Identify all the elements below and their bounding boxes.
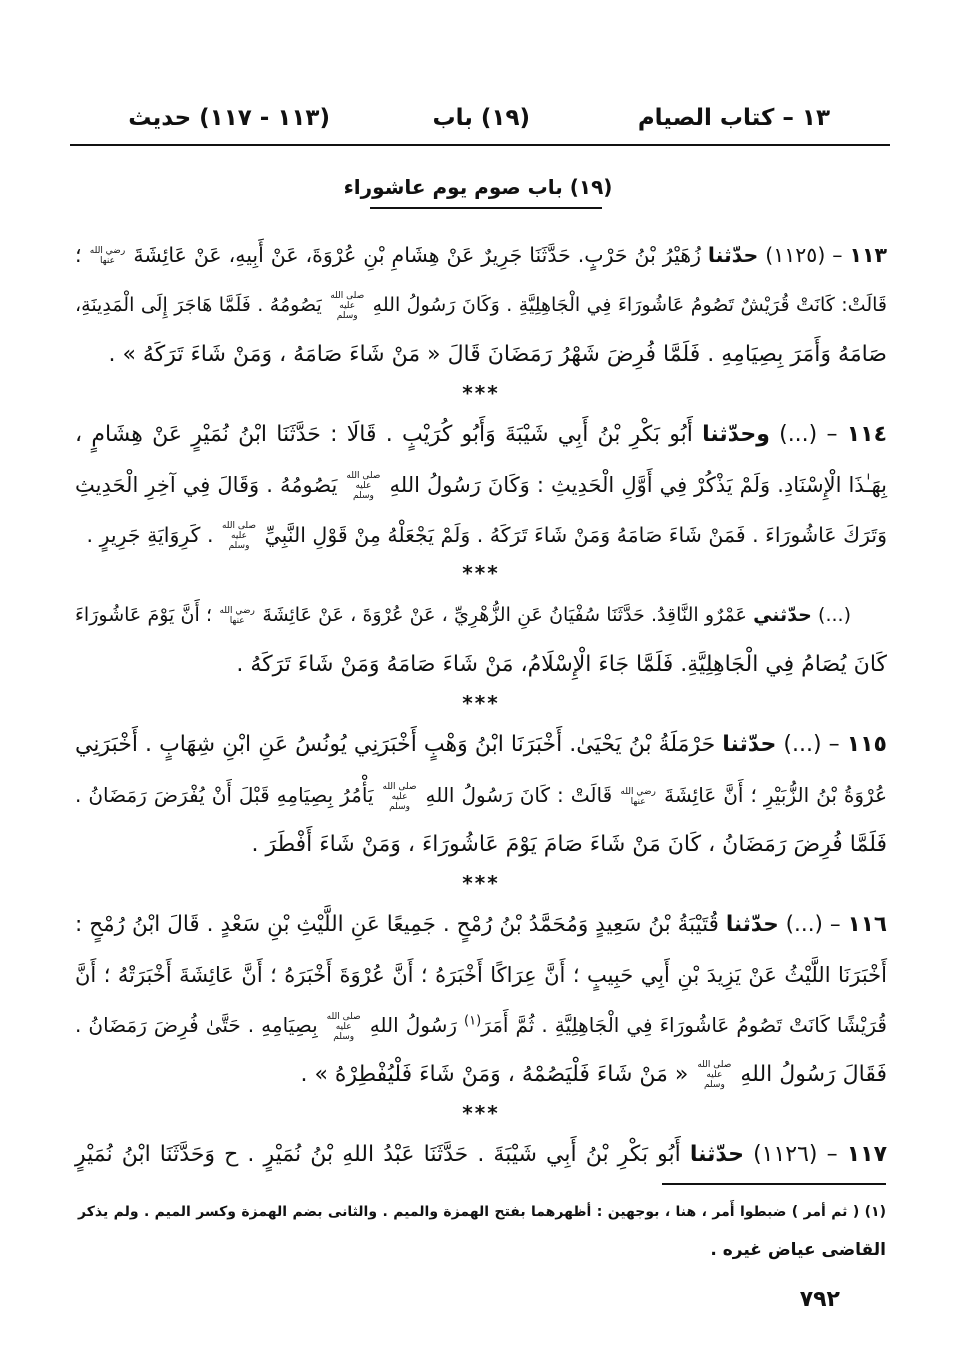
footnote-line: (١) ( ثم أمر ) ضبطوا أَمر ، هنا ، بوجهين : أظهرهما بفتح الهمزة والميم . والثانى بضم الهمزة وكسر الميم . ولم يذكر: [78, 1204, 886, 1220]
honorific-mark: رضي الله عنها: [620, 786, 656, 807]
footnote: [78, 1193, 886, 1269]
text-line: عُرْوَةُ بْنُ الزُّبَيْرِ ؛ أَنَّ عَائِشَةَ رضي الله عنها قَالَتْ : كَانَ رَسُولُ اللهِ صلى الله عليه وسلم يَأْمُرُ بِصِيَامِهِ قَبْلَ أَنْ يُفْرَضَ رَمَضَانُ .: [75, 781, 888, 812]
emphasis-text: ١١٤: [846, 422, 888, 447]
emphasis-text: وحدّثنا: [702, 422, 770, 447]
hadith-entry: [75, 410, 887, 560]
honorific-mark: صلى الله عليه وسلم: [382, 781, 417, 812]
running-header-chapter: ١٣ – كتاب الصيام: [637, 105, 830, 131]
honorific-mark: رضي الله عنها: [219, 605, 255, 626]
emphasis-text: حدّثنا: [725, 912, 779, 937]
honorific-mark: صلى الله عليه وسلم: [346, 471, 381, 501]
emphasis-text: ١١٥: [846, 732, 887, 757]
text-line: وَتَرَكَ عَاشُورَاءَ . فَمَنْ شَاءَ صَامَهُ وَمَنْ شَاءَ تَرَكَهُ . وَلَمْ يَجْعَلْهُ مِنْ قَوْلِ النَّبِيِّ صلى الله عليه وسلم . كَرِوَايَةِ جَرِيرٍ .: [86, 521, 887, 551]
text-line: ١١٤ – (...) وحدّثنا أَبُو بَكْرِ بْنُ أَبِي شَيْبَةَ وَأَبُو كُرَيْبٍ . قَالَا : حَدَّثَنَا ابْنُ نُمَيْرٍ عَنْ هِشَامٍ ،: [75, 422, 888, 447]
text-line: فَقَالَ رَسُولُ اللهِ صلى الله عليه وسلم « مَنْ شَاءَ فَلْيَصُمْهُ ، وَمَنْ شَاءَ فَلْيُفْطِرْهُ » .: [300, 1060, 887, 1090]
honorific-mark: رضي الله عنها: [89, 246, 126, 266]
hadith-entry: [75, 720, 887, 870]
section-separator: ***: [462, 381, 500, 405]
section-title: (١٩) باب صوم يوم عاشوراء: [343, 175, 613, 199]
emphasis-text: حدّثنا: [722, 732, 777, 757]
hadith-entry: [75, 590, 887, 690]
emphasis-text: ١١٦: [847, 912, 888, 937]
header-rule: [70, 144, 890, 146]
honorific-mark: صلى الله عليه وسلم: [697, 1060, 732, 1090]
running-header-hadith-range: (١١٣ - ١١٧) حديث: [128, 105, 330, 131]
hadith-body: [75, 230, 887, 1180]
title-underline: [370, 207, 602, 209]
hadith-entry: [75, 230, 887, 380]
text-line: ١١٣ – (١١٢٥) حدّثنا زُهَيْرُ بْنُ حَرْبٍ. حَدَّثَنَا جَرِيرٌ عَنْ هِشَامِ بْنِ عُرْوَةَ، عَنْ أَبِيهِ، عَنْ عَائِشَةَ رضي الله عنها ؛: [75, 243, 887, 267]
honorific-mark: صلى الله عليه وسلم: [330, 290, 365, 321]
section-separator: ***: [462, 561, 500, 585]
text-line: كَانَ يُصَامُ فِي الْجَاهِلِيَّةِ. فَلَمَّا جَاءَ الْإِسْلَامُ، مَنْ شَاءَ صَامَهُ وَمَنْ شَاءَ تَرَكَهُ .: [236, 652, 887, 677]
text-line: صَامَهُ وَأَمَرَ بِصِيَامِهِ . فَلَمَّا فُرِضَ شَهْرُ رَمَضَانَ قَالَ « مَنْ شَاءَ صَامَهُ ، وَمَنْ شَاءَ تَرَكَهُ » .: [108, 342, 887, 367]
text-line: ١١٦ – (...) حدّثنا قُتَيْبَةُ بْنُ سَعِيدٍ وَمُحَمَّدُ بْنُ رُمْحٍ . جَمِيعًا عَنِ اللَّيْثِ بْنِ سَعْدٍ . قَالَ ابْنُ رُمْحٍ :: [75, 912, 888, 937]
honorific-mark: صلى الله عليه وسلم: [221, 521, 257, 551]
text-line: ١١٥ – (...) حدّثنا حَرْمَلَةُ بْنُ يَحْيَىٰ. أَخْبَرَنَا ابْنُ وَهْبٍ أَخْبَرَنِي يُونُسُ عَنِ ابْنِ شِهَابٍ . أَخْبَرَنِي: [75, 732, 887, 757]
text-line: (...) حدّثني عَمْرٌو النَّاقِدُ. حَدَّثَنَا سُفْيَانُ عَنِ الزُّهْرِيِّ ، عَنْ عُرْوَةَ ، عَنْ عَائِشَةَ رضي الله عنها ؛ أَنَّ يَوْمَ عَاشُورَاءَ: [75, 604, 852, 626]
footnote-line: القاضى عياض غيره .: [710, 1240, 886, 1260]
text-line: قُرَيْشًا كَانَتْ تَصُومُ عَاشُورَاءَ فِي الْجَاهِلِيَّةِ . ثُمَّ أَمَرَ$^{(١)}$ رَسُولُ اللهِ صلى الله عليه وسلم بِصِيَامِهِ . حَتَّىٰ فُرِضَ رَمَضَانُ .: [75, 1011, 887, 1042]
emphasis-text: حدّثنا: [707, 243, 759, 267]
section-separator: ***: [462, 691, 500, 715]
section-separator: ***: [462, 871, 500, 895]
honorific-mark: صلى الله عليه وسلم: [326, 1011, 361, 1042]
text-line: ١١٧ – (١١٢٦) حدّثنا أَبُو بَكْرِ بْنُ أَبِي شَيْبَةَ . حَدَّثَنَا عَبْدُ اللهِ بْنُ نُمَيْرٍ . ح وَحَدَّثَنَا ابْنُ نُمَيْرٍ: [75, 1142, 888, 1167]
text-line: بِهَـٰذَا الْإِسْنَادِ. وَلَمْ يَذْكُرْ فِي أَوَّلِ الْحَدِيثِ : وَكَانَ رَسُولُ اللهِ صلى الله عليه وسلم يَصُومُهُ . وَقَالَ فِي آخِرِ الْحَدِيثِ: [75, 471, 887, 501]
hadith-entry: [75, 1130, 887, 1180]
text-line: فَلَمَّا فُرِضَ رَمَضَانُ ، كَانَ مَنْ شَاءَ صَامَ يَوْمَ عَاشُورَاءَ ، وَمَنْ شَاءَ أَفْطَرَ .: [251, 832, 887, 857]
hadith-entry: [75, 900, 887, 1100]
emphasis-text: ١١٧: [846, 1142, 888, 1167]
text-line: أَخْبَرَنَا اللَّيْثُ عَنْ يَزِيدَ بْنِ أَبِي حَبِيبٍ ؛ أَنَّ عِرَاكًا أَخْبَرَهُ ؛ أَنَّ عُرْوَةَ أَخْبَرَهُ ؛ أَنَّ عَائِشَةَ أَخْبَرَتْهُ ؛ أَنَّ: [75, 963, 887, 987]
section-separator: ***: [462, 1101, 500, 1125]
footnote-reference: (١): [464, 1013, 482, 1029]
emphasis-text: حدّثنا: [689, 1142, 744, 1167]
footnote-rule: [662, 1183, 886, 1185]
emphasis-text: حدّثني: [753, 604, 812, 626]
page-number: ٧٩٢: [799, 1287, 840, 1312]
emphasis-text: ١١٣: [849, 243, 887, 267]
running-header-section: (١٩) باب: [432, 105, 530, 131]
text-line: قَالَتْ: كَانَتْ قُرَيْشٌ تَصُومُ عَاشُورَاءَ فِي الْجَاهِلِيَّةِ . وَكَانَ رَسُولُ اللهِ صلى الله عليه وسلم يَصُومُهُ . فَلَمَّا هَاجَرَ إِلَى الْمَدِينَةِ،: [75, 290, 887, 321]
